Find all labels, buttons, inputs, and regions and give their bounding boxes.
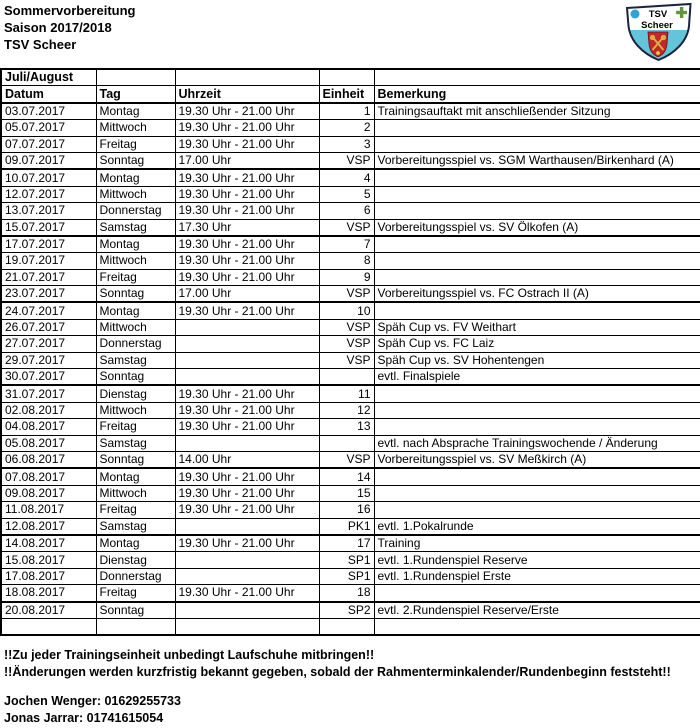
cell-datum: 05.07.2017 <box>1 120 96 136</box>
cell-uhrzeit <box>175 336 319 352</box>
cell-uhrzeit <box>175 552 319 568</box>
cell-datum: 07.07.2017 <box>1 136 96 152</box>
month-row <box>1 69 700 86</box>
cell-uhrzeit <box>175 518 319 535</box>
cell-uhrzeit <box>175 435 319 451</box>
cell-einheit: 5 <box>319 186 374 202</box>
cell-datum: 12.08.2017 <box>1 518 96 535</box>
club-crest-logo <box>620 0 696 64</box>
cell-einheit: VSP <box>319 336 374 352</box>
cell-tag: Montag <box>96 468 175 485</box>
cell-tag: Samstag <box>96 219 175 236</box>
cell-einheit: 16 <box>319 502 374 518</box>
cell-datum: 26.07.2017 <box>1 319 96 335</box>
cell-datum: 09.07.2017 <box>1 152 96 169</box>
doc-title: Sommervorbereitung <box>4 3 136 18</box>
cell-datum: 27.07.2017 <box>1 336 96 352</box>
cell-datum: 12.07.2017 <box>1 186 96 202</box>
cell-bemerkung <box>374 253 700 269</box>
table-row <box>1 336 700 352</box>
cell-tag: Mittwoch <box>96 253 175 269</box>
cell-einheit <box>319 369 374 386</box>
cell-uhrzeit: 19.30 Uhr - 21.00 Uhr <box>175 253 319 269</box>
column-header-datum: Datum <box>1 86 96 103</box>
cell-einheit: 8 <box>319 253 374 269</box>
table-row <box>1 236 700 253</box>
cell-tag: Montag <box>96 535 175 552</box>
cell-einheit: VSP <box>319 319 374 335</box>
cell-datum: 19.07.2017 <box>1 253 96 269</box>
cell-bemerkung <box>374 236 700 253</box>
cell-bemerkung: Späh Cup vs. FC Laiz <box>374 336 700 352</box>
table-row <box>1 618 700 635</box>
cell-uhrzeit: 19.30 Uhr - 21.00 Uhr <box>175 468 319 485</box>
cell-bemerkung: Vorbereitungsspiel vs. SV Meßkirch (A) <box>374 451 700 468</box>
cell-tag: Donnerstag <box>96 568 175 584</box>
cell-datum: 03.07.2017 <box>1 103 96 120</box>
table-row <box>1 219 700 236</box>
contact-line: Jochen Wenger: 01629255733 <box>4 694 181 708</box>
cell-uhrzeit: 19.30 Uhr - 21.00 Uhr <box>175 236 319 253</box>
cell-tag: Montag <box>96 103 175 120</box>
month-label: Juli/August <box>1 69 96 86</box>
cell-bemerkung <box>374 468 700 485</box>
table-row <box>1 568 700 584</box>
cell-datum: 10.07.2017 <box>1 169 96 186</box>
cell-einheit: SP1 <box>319 568 374 584</box>
table-row <box>1 203 700 219</box>
cell-einheit: 17 <box>319 535 374 552</box>
cell-tag: Samstag <box>96 518 175 535</box>
contact-line: Jonas Jarrar: 01741615054 <box>4 711 164 725</box>
cell-einheit: 7 <box>319 236 374 253</box>
cell-uhrzeit: 17.00 Uhr <box>175 286 319 303</box>
table-row <box>1 253 700 269</box>
cell-uhrzeit: 19.30 Uhr - 21.00 Uhr <box>175 585 319 602</box>
column-header-einheit: Einheit <box>319 86 374 103</box>
table-row <box>1 468 700 485</box>
doc-club: TSV Scheer <box>4 37 77 52</box>
cell-tag: Montag <box>96 302 175 319</box>
crest-green-cross-icon <box>676 11 687 14</box>
cell-bemerkung <box>374 302 700 319</box>
cell-uhrzeit <box>175 369 319 386</box>
cell-bemerkung <box>374 502 700 518</box>
cell-einheit: VSP <box>319 352 374 368</box>
cell-uhrzeit: 19.30 Uhr - 21.00 Uhr <box>175 302 319 319</box>
cell-uhrzeit <box>175 568 319 584</box>
table-row <box>1 552 700 568</box>
table-row <box>1 302 700 319</box>
cell-tag: Sonntag <box>96 602 175 619</box>
cell-datum: 09.08.2017 <box>1 485 96 501</box>
cell-bemerkung: Training <box>374 535 700 552</box>
crest-blue-dot-icon <box>631 10 640 19</box>
table-row <box>1 435 700 451</box>
cell-datum: 02.08.2017 <box>1 402 96 418</box>
cell-uhrzeit: 19.30 Uhr - 21.00 Uhr <box>175 103 319 120</box>
cell-einheit: 15 <box>319 485 374 501</box>
cell-datum: 13.07.2017 <box>1 203 96 219</box>
cell-uhrzeit: 19.30 Uhr - 21.00 Uhr <box>175 402 319 418</box>
cell-einheit: 13 <box>319 419 374 435</box>
table-row <box>1 352 700 368</box>
table-row <box>1 602 700 619</box>
cell-tag <box>96 618 175 635</box>
cell-datum: 24.07.2017 <box>1 302 96 319</box>
cell-datum: 29.07.2017 <box>1 352 96 368</box>
table-row <box>1 319 700 335</box>
cell-bemerkung: Trainingsauftakt mit anschließender Sitzung <box>374 103 700 120</box>
cell-tag: Sonntag <box>96 152 175 169</box>
cell-uhrzeit: 19.30 Uhr - 21.00 Uhr <box>175 136 319 152</box>
doc-season: Saison 2017/2018 <box>4 20 112 35</box>
cell-tag: Dienstag <box>96 385 175 402</box>
table-row <box>1 136 700 152</box>
cell-bemerkung <box>374 269 700 285</box>
cell-datum: 06.08.2017 <box>1 451 96 468</box>
empty-cell <box>319 69 374 86</box>
empty-cell <box>374 69 700 86</box>
footer-notes <box>4 647 671 681</box>
cell-bemerkung: Vorbereitungsspiel vs. SGM Warthausen/Birkenhard (A) <box>374 152 700 169</box>
cell-bemerkung <box>374 419 700 435</box>
cell-bemerkung: evtl. 1.Rundenspiel Erste <box>374 568 700 584</box>
cell-einheit <box>319 435 374 451</box>
cell-tag: Freitag <box>96 502 175 518</box>
cell-tag: Sonntag <box>96 369 175 386</box>
table-row <box>1 402 700 418</box>
cell-datum: 15.08.2017 <box>1 552 96 568</box>
crest-text-line1: TSV <box>648 9 668 20</box>
cell-datum: 20.08.2017 <box>1 602 96 619</box>
title-block <box>4 2 135 53</box>
cell-datum: 11.08.2017 <box>1 502 96 518</box>
table-row <box>1 286 700 303</box>
cell-datum: 21.07.2017 <box>1 269 96 285</box>
column-header-uhrzeit: Uhrzeit <box>175 86 319 103</box>
cell-einheit: VSP <box>319 152 374 169</box>
cell-uhrzeit: 19.30 Uhr - 21.00 Uhr <box>175 419 319 435</box>
cell-datum: 14.08.2017 <box>1 535 96 552</box>
column-header-row <box>1 86 700 103</box>
cell-bemerkung: evtl. Finalspiele <box>374 369 700 386</box>
training-schedule-table <box>0 68 700 636</box>
cell-datum: 18.08.2017 <box>1 585 96 602</box>
note-line: !!Zu jeder Trainingseinheit unbedingt Laufschuhe mitbringen!! <box>4 648 375 662</box>
cell-einheit <box>319 618 374 635</box>
cell-tag: Freitag <box>96 419 175 435</box>
cell-uhrzeit: 19.30 Uhr - 21.00 Uhr <box>175 535 319 552</box>
cell-uhrzeit: 17.00 Uhr <box>175 152 319 169</box>
cell-tag: Mittwoch <box>96 186 175 202</box>
crest-yellow-dot-icon <box>656 51 660 55</box>
cell-bemerkung: evtl. nach Absprache Trainingswochende / Änderung <box>374 435 700 451</box>
cell-datum: 17.08.2017 <box>1 568 96 584</box>
cell-tag: Freitag <box>96 585 175 602</box>
table-row <box>1 169 700 186</box>
cell-tag: Mittwoch <box>96 120 175 136</box>
cell-einheit: 4 <box>319 169 374 186</box>
empty-cell <box>175 69 319 86</box>
cell-datum: 31.07.2017 <box>1 385 96 402</box>
table-row <box>1 485 700 501</box>
cell-datum: 17.07.2017 <box>1 236 96 253</box>
table-row <box>1 269 700 285</box>
cell-einheit: 6 <box>319 203 374 219</box>
cell-uhrzeit <box>175 319 319 335</box>
cell-tag: Donnerstag <box>96 203 175 219</box>
cell-einheit: VSP <box>319 286 374 303</box>
cell-uhrzeit: 19.30 Uhr - 21.00 Uhr <box>175 385 319 402</box>
cell-bemerkung <box>374 120 700 136</box>
cell-datum: 07.08.2017 <box>1 468 96 485</box>
cell-uhrzeit: 19.30 Uhr - 21.00 Uhr <box>175 203 319 219</box>
cell-einheit: 3 <box>319 136 374 152</box>
table-row <box>1 535 700 552</box>
cell-uhrzeit: 19.30 Uhr - 21.00 Uhr <box>175 502 319 518</box>
cell-datum <box>1 618 96 635</box>
cell-uhrzeit: 14.00 Uhr <box>175 451 319 468</box>
cell-einheit: 11 <box>319 385 374 402</box>
cell-tag: Samstag <box>96 352 175 368</box>
cell-einheit: PK1 <box>319 518 374 535</box>
cell-uhrzeit: 19.30 Uhr - 21.00 Uhr <box>175 120 319 136</box>
cell-einheit: 18 <box>319 585 374 602</box>
table-row <box>1 120 700 136</box>
table-row <box>1 518 700 535</box>
table-row <box>1 369 700 386</box>
crest-text-line2: Scheer <box>641 20 673 31</box>
cell-tag: Freitag <box>96 269 175 285</box>
column-header-bemerkung: Bemerkung <box>374 86 700 103</box>
cell-tag: Montag <box>96 169 175 186</box>
cell-bemerkung <box>374 618 700 635</box>
cell-datum: 05.08.2017 <box>1 435 96 451</box>
cell-uhrzeit: 19.30 Uhr - 21.00 Uhr <box>175 485 319 501</box>
cell-datum: 30.07.2017 <box>1 369 96 386</box>
cell-einheit: 1 <box>319 103 374 120</box>
cell-tag: Donnerstag <box>96 336 175 352</box>
cell-einheit: 10 <box>319 302 374 319</box>
cell-bemerkung: Späh Cup vs. SV Hohentengen <box>374 352 700 368</box>
table-row <box>1 186 700 202</box>
table-row <box>1 451 700 468</box>
cell-bemerkung: evtl. 2.Rundenspiel Reserve/Erste <box>374 602 700 619</box>
cell-einheit: SP1 <box>319 552 374 568</box>
cell-tag: Sonntag <box>96 286 175 303</box>
cell-tag: Freitag <box>96 136 175 152</box>
cell-uhrzeit: 17.30 Uhr <box>175 219 319 236</box>
table-row <box>1 585 700 602</box>
cell-datum: 23.07.2017 <box>1 286 96 303</box>
table-row <box>1 502 700 518</box>
cell-bemerkung: evtl. 1.Pokalrunde <box>374 518 700 535</box>
cell-bemerkung <box>374 169 700 186</box>
cell-uhrzeit: 19.30 Uhr - 21.00 Uhr <box>175 169 319 186</box>
cell-bemerkung <box>374 136 700 152</box>
empty-cell <box>96 69 175 86</box>
cell-tag: Mittwoch <box>96 319 175 335</box>
cell-tag: Mittwoch <box>96 485 175 501</box>
cell-tag: Montag <box>96 236 175 253</box>
cell-bemerkung <box>374 203 700 219</box>
cell-tag: Samstag <box>96 435 175 451</box>
cell-uhrzeit: 19.30 Uhr - 21.00 Uhr <box>175 269 319 285</box>
cell-bemerkung: Vorbereitungsspiel vs. FC Ostrach II (A) <box>374 286 700 303</box>
cell-tag: Dienstag <box>96 552 175 568</box>
cell-einheit: 9 <box>319 269 374 285</box>
cell-uhrzeit <box>175 618 319 635</box>
cell-einheit: 12 <box>319 402 374 418</box>
table-row <box>1 152 700 169</box>
cell-bemerkung <box>374 186 700 202</box>
cell-bemerkung <box>374 485 700 501</box>
cell-bemerkung <box>374 385 700 402</box>
cell-einheit: 14 <box>319 468 374 485</box>
cell-tag: Mittwoch <box>96 402 175 418</box>
cell-uhrzeit: 19.30 Uhr - 21.00 Uhr <box>175 186 319 202</box>
table-row <box>1 419 700 435</box>
cell-einheit: VSP <box>319 451 374 468</box>
table-row <box>1 103 700 120</box>
note-line: !!Änderungen werden kurzfristig bekannt gegeben, sobald der Rahmenterminkalender/Rundenbeginn feststeht!! <box>4 665 671 679</box>
cell-tag: Sonntag <box>96 451 175 468</box>
cell-einheit: VSP <box>319 219 374 236</box>
cell-datum: 15.07.2017 <box>1 219 96 236</box>
cell-datum: 04.08.2017 <box>1 419 96 435</box>
column-header-tag: Tag <box>96 86 175 103</box>
cell-einheit: 2 <box>319 120 374 136</box>
cell-uhrzeit <box>175 352 319 368</box>
cell-bemerkung <box>374 585 700 602</box>
cell-einheit: SP2 <box>319 602 374 619</box>
cell-bemerkung <box>374 402 700 418</box>
cell-bemerkung: evtl. 1.Rundenspiel Reserve <box>374 552 700 568</box>
cell-bemerkung: Vorbereitungsspiel vs. SV Ölkofen (A) <box>374 219 700 236</box>
cell-uhrzeit <box>175 602 319 619</box>
cell-bemerkung: Späh Cup vs. FV Weithart <box>374 319 700 335</box>
footer-contacts <box>4 693 181 727</box>
table-row <box>1 385 700 402</box>
